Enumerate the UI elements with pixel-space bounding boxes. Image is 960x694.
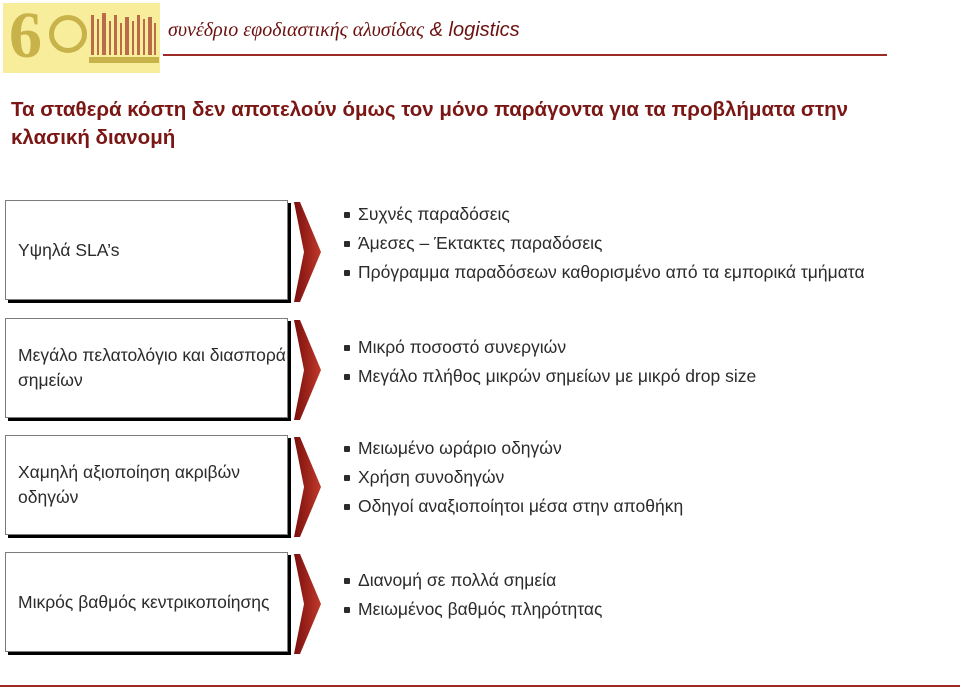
row-bullet-list xyxy=(342,200,927,287)
bullet-text: Άμεσες – Έκτακτες παραδόσεις xyxy=(358,233,603,253)
row-label: Υψηλά SLA’s xyxy=(18,239,120,260)
bullet-item xyxy=(342,258,927,287)
bullet-text: Μειωμένος βαθμός πληρότητας xyxy=(358,599,603,619)
row-label: Χαμηλή αξιοποίηση ακριβών οδηγών xyxy=(18,462,241,507)
bullet-icon xyxy=(344,504,350,510)
conference-logo xyxy=(3,3,160,73)
row-label: Μικρός βαθμός κεντρικοποίησης xyxy=(18,591,270,612)
logo-barcode-graphic xyxy=(89,9,159,69)
chevron-shape xyxy=(294,202,321,302)
row-bullet-list xyxy=(342,434,927,521)
bullet-icon xyxy=(344,345,350,351)
bullet-text: Διανομή σε πολλά σημεία xyxy=(358,570,557,590)
bullet-item xyxy=(342,463,927,492)
header-divider xyxy=(163,54,887,56)
bullet-text: Μειωμένο ωράριο οδηγών xyxy=(358,438,562,458)
bullet-text: Μικρό ποσοστό συνεργιών xyxy=(358,337,567,357)
chevron-shape xyxy=(294,554,321,654)
bullet-item xyxy=(342,362,927,391)
row-label: Μεγάλο πελατολόγιο και διασπορά σημείων xyxy=(18,345,286,390)
logo-number-glyph: 6 xyxy=(9,3,42,72)
row-label-box xyxy=(5,318,288,418)
conference-title-logistics: & logistics xyxy=(429,19,520,41)
chevron-right-icon xyxy=(294,202,321,302)
footer-divider xyxy=(0,685,960,687)
bullet-icon xyxy=(344,475,350,481)
bullet-item xyxy=(342,595,927,624)
logo-ring xyxy=(49,15,87,53)
chevron-right-icon xyxy=(294,320,321,420)
row-label-box xyxy=(5,552,288,652)
bullet-item xyxy=(342,566,927,595)
bullet-item xyxy=(342,434,927,463)
bullet-text: Μεγάλο πλήθος μικρών σημείων με μικρό drop size xyxy=(358,366,757,386)
chevron-shape xyxy=(294,437,321,537)
bullet-icon xyxy=(344,241,350,247)
bullet-text: Συχνές παραδόσεις xyxy=(358,204,510,224)
slide-title: Τα σταθερά κόστη δεν αποτελούν όμως τον μόνο παράγοντα για τα προβλήματα στην κλασική διανομή xyxy=(11,98,849,149)
row-label-box xyxy=(5,200,288,300)
bullet-icon xyxy=(344,270,350,276)
bullet-item xyxy=(342,229,927,258)
bullet-icon xyxy=(344,607,350,613)
bullet-text: Πρόγραμμα παραδόσεων καθορισμένο από τα εμπορικά τμήματα xyxy=(358,262,865,282)
row-bullet-list xyxy=(342,566,927,624)
bullet-icon xyxy=(344,212,350,218)
row-label-box xyxy=(5,435,288,535)
row-bullet-list xyxy=(342,333,927,391)
bullet-text: Οδηγοί αναξιοποίητοι μέσα στην αποθήκη xyxy=(358,496,684,516)
conference-title xyxy=(168,19,520,42)
chevron-right-icon xyxy=(294,437,321,537)
chevron-shape xyxy=(294,320,321,420)
bullet-text: Χρήση συνοδηγών xyxy=(358,467,505,487)
conference-title-greek: συνέδριο εφοδιαστικής αλυσίδας xyxy=(168,19,425,41)
chevron-right-icon xyxy=(294,554,321,654)
bullet-icon xyxy=(344,578,350,584)
bullet-item xyxy=(342,333,927,362)
bullet-item xyxy=(342,200,927,229)
bullet-item xyxy=(342,492,927,521)
bullet-icon xyxy=(344,374,350,380)
bullet-icon xyxy=(344,446,350,452)
